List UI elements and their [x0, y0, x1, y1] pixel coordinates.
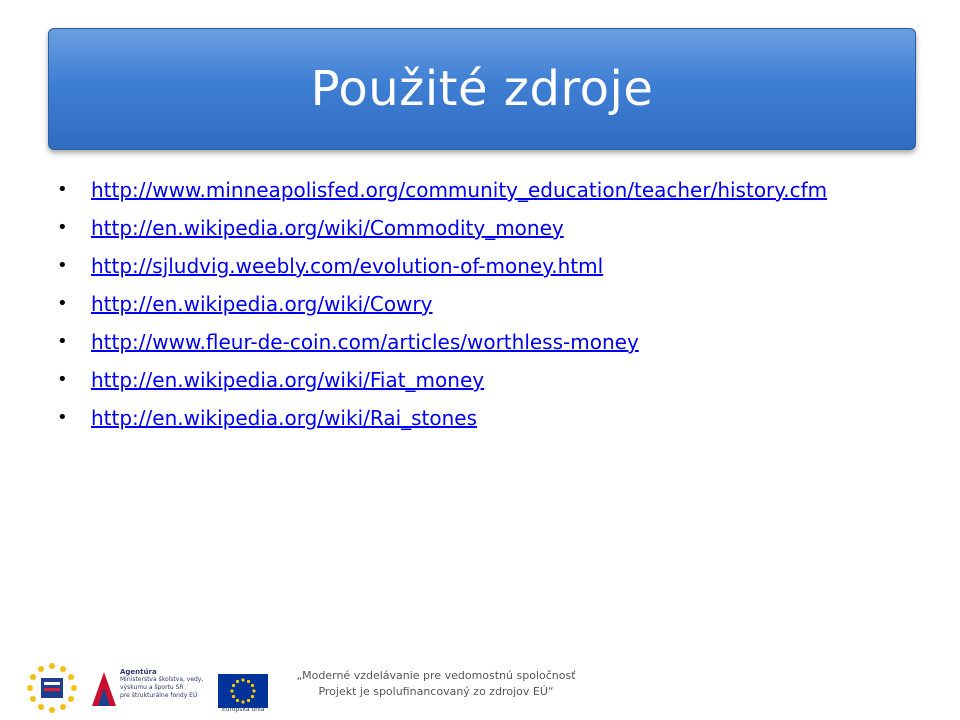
title-banner: [48, 28, 916, 150]
bullet-icon: •: [57, 217, 68, 238]
source-link[interactable]: http://en.wikipedia.org/wiki/Rai_stones: [91, 406, 478, 430]
bullet-icon: •: [57, 255, 68, 276]
footer: [0, 654, 960, 720]
source-link[interactable]: http://en.wikipedia.org/wiki/Fiat_money: [91, 368, 485, 392]
bullet-icon: •: [57, 331, 68, 352]
bullet-icon: •: [57, 293, 68, 314]
list-item: [55, 404, 905, 432]
op-education-logo-icon: [24, 660, 80, 716]
slogan: [286, 668, 586, 700]
bullet-icon: •: [57, 369, 68, 390]
source-link[interactable]: http://en.wikipedia.org/wiki/Commodity_money: [91, 216, 564, 240]
slide-title: Použité zdroje: [310, 61, 654, 117]
agency-title: Agentúra: [120, 668, 157, 676]
bullet-icon: •: [57, 179, 68, 200]
list-item: [55, 328, 905, 356]
source-link[interactable]: http://www.fleur-de-coin.com/articles/worthless-money: [91, 330, 639, 354]
list-item: [55, 176, 905, 204]
agency-text: [120, 668, 220, 700]
list-item: [55, 366, 905, 394]
sources-list: [55, 176, 905, 442]
list-item: [55, 290, 905, 318]
source-link[interactable]: http://sjludvig.weebly.com/evolution-of-money.html: [91, 254, 604, 278]
slogan-line: Projekt je spolufinancovaný zo zdrojov EÚ“: [318, 685, 554, 698]
agency-line: pre štrukturálne fondy EÚ: [120, 692, 198, 699]
list-item: [55, 252, 905, 280]
bullet-icon: •: [57, 407, 68, 428]
agency-line: Ministerstva školstva, vedy, výskumu a športu SR: [120, 676, 204, 691]
eu-caption: Európska únia: [222, 706, 265, 713]
list-item: [55, 214, 905, 242]
source-link[interactable]: http://www.minneapolisfed.org/community_education/teacher/history.cfm: [91, 178, 828, 202]
slogan-line: „Moderné vzdelávanie pre vedomostnú spoločnosť: [296, 669, 576, 682]
source-link[interactable]: http://en.wikipedia.org/wiki/Cowry: [91, 292, 433, 316]
